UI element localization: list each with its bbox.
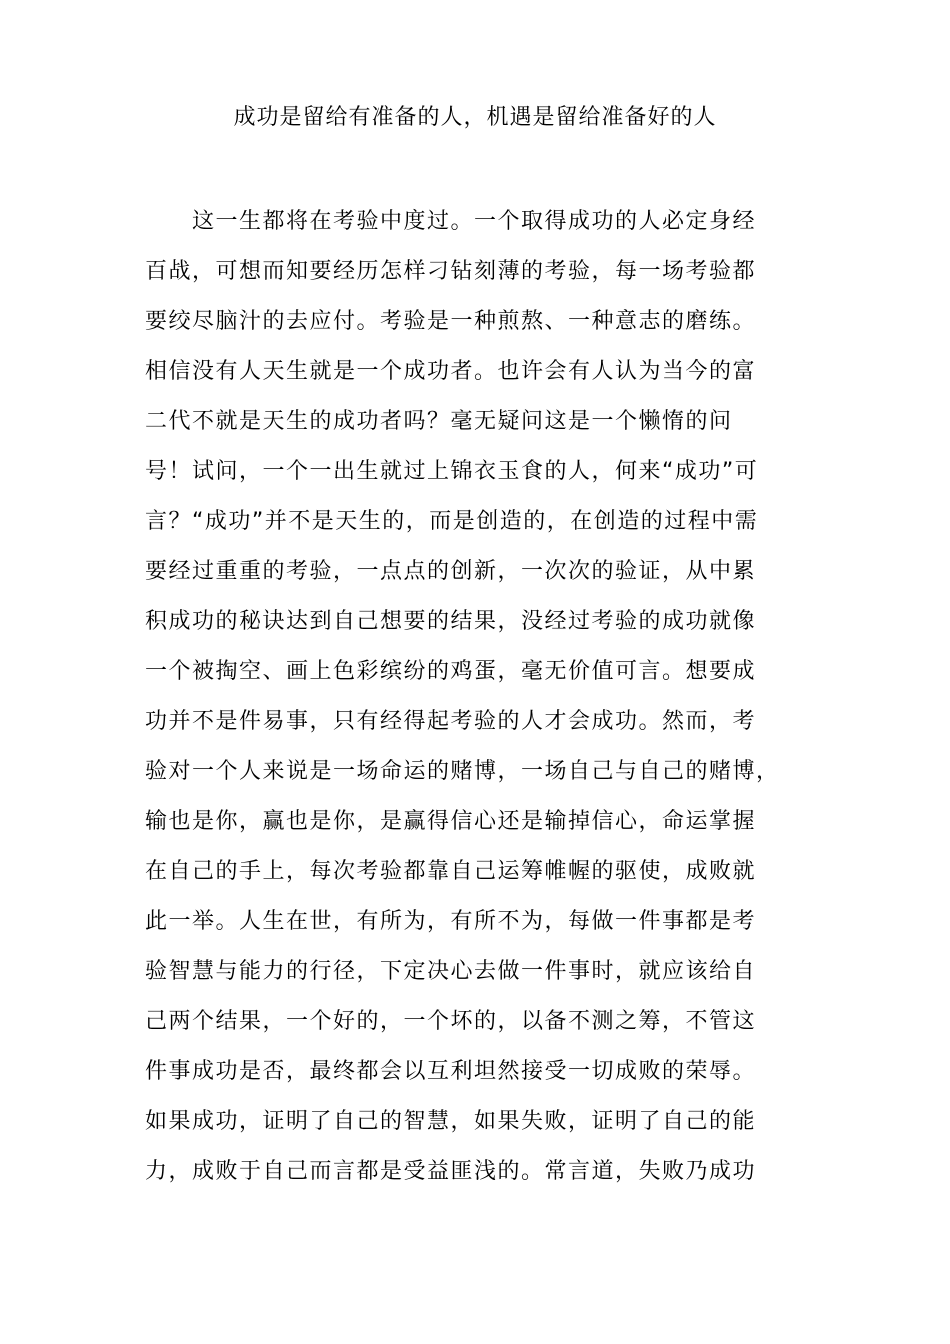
body-line: 如果成功，证明了自己的智慧，如果失败，证明了自己的能 [145,1109,757,1134]
body-line: 件事成功是否，最终都会以互利坦然接受一切成败的荣辱。 [145,1059,757,1084]
document-title: 成功是留给有准备的人，机遇是留给准备好的人 [233,105,717,130]
body-line: 要经过重重的考验，一点点的创新，一次次的验证，从中累 [145,559,757,584]
document-body [145,197,845,1197]
body-line: 言？“成功”并不是天生的，而是创造的，在创造的过程中需 [145,509,759,534]
body-line: 己两个结果，一个好的，一个坏的，以备不测之筹，不管这 [145,1009,757,1034]
body-line: 验智慧与能力的行径，下定决心去做一件事时，就应该给自 [145,959,757,984]
body-line: 输也是你，赢也是你，是赢得信心还是输掉信心，命运掌握 [145,809,757,834]
body-line: 在自己的手上，每次考验都靠自己运筹帷幄的驱使，成败就 [145,859,757,884]
body-line: 这一生都将在考验中度过。一个取得成功的人必定身经 [145,209,757,234]
body-line: 相信没有人天生就是一个成功者。也许会有人认为当今的富 [145,359,757,384]
body-line: 要绞尽脑汁的去应付。考验是一种煎熬、一种意志的磨练。 [145,309,757,334]
body-line: 功并不是件易事，只有经得起考验的人才会成功。然而，考 [145,709,757,734]
body-line: 积成功的秘诀达到自己想要的结果，没经过考验的成功就像 [145,609,757,634]
body-line: 验对一个人来说是一场命运的赌博，一场自己与自己的赌博， [145,759,780,784]
body-line: 此一举。人生在世，有所为，有所不为，每做一件事都是考 [145,909,757,934]
body-line: 号！试问，一个一出生就过上锦衣玉食的人，何来“成功”可 [145,459,759,484]
body-line: 二代不就是天生的成功者吗？毫无疑问这是一个懒惰的问 [145,409,733,434]
body-line: 百战，可想而知要经历怎样刁钻刻薄的考验，每一场考验都 [145,259,757,284]
body-line: 力，成败于自己而言都是受益匪浅的。常言道，失败乃成功 [145,1159,757,1184]
body-line: 一个被掏空、画上色彩缤纷的鸡蛋，毫无价值可言。想要成 [145,659,757,684]
